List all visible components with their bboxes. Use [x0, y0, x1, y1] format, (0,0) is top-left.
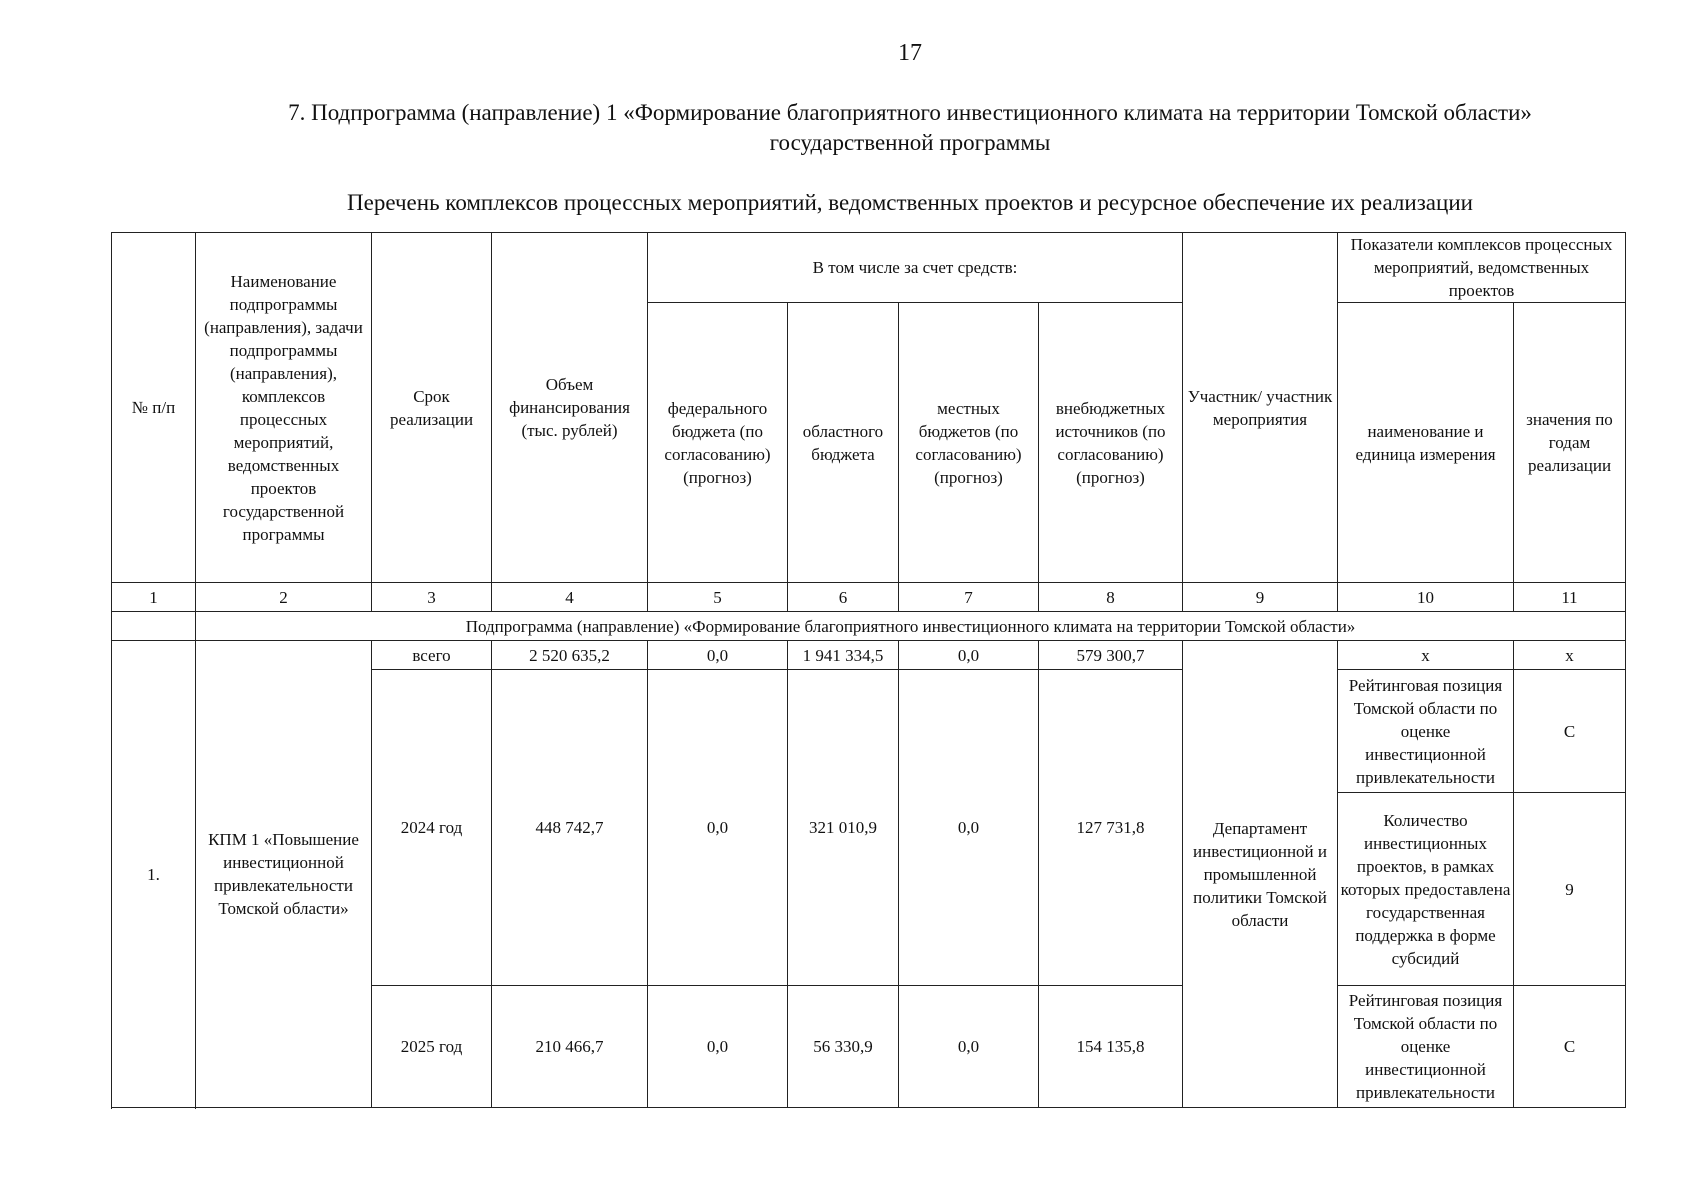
- column-number: 9: [1183, 583, 1338, 612]
- subprogram-num-empty: [112, 612, 196, 641]
- header-num: № п/п: [112, 233, 196, 583]
- header-indicator-values: значения по годам реализации: [1514, 303, 1626, 583]
- item-participant: Департамент инвестиционной и промышленной политики Томской области: [1183, 641, 1338, 1108]
- indicator-name: Рейтинговая позиция Томской области по оценке инвестиционной привлекательности: [1338, 986, 1514, 1108]
- table-row: [112, 641, 1626, 670]
- cell-volume: 210 466,7: [492, 986, 648, 1108]
- indicator-value: С: [1514, 986, 1626, 1108]
- cell-volume: 448 742,7: [492, 670, 648, 986]
- column-number: 6: [788, 583, 899, 612]
- column-number: 2: [196, 583, 372, 612]
- cell-extra: 127 731,8: [1039, 670, 1183, 986]
- table-caption: Перечень комплексов процессных мероприятий, ведомственных проектов и ресурсное обеспечение их реализации: [347, 190, 1473, 215]
- cell-term: 2024 год: [372, 670, 492, 986]
- cell-regional: 1 941 334,5: [788, 641, 899, 670]
- resource-table: [111, 232, 1626, 1108]
- column-number: 8: [1039, 583, 1183, 612]
- column-number: 3: [372, 583, 492, 612]
- page-number: 17: [898, 40, 922, 66]
- column-number: 4: [492, 583, 648, 612]
- cell-regional: 56 330,9: [788, 986, 899, 1108]
- column-number: 5: [648, 583, 788, 612]
- section-heading: [110, 98, 1698, 158]
- indicator-value: С: [1514, 670, 1626, 793]
- header-sources-group: В том числе за счет средств:: [648, 233, 1183, 303]
- cell-extra: 154 135,8: [1039, 986, 1183, 1108]
- section-heading-line-1: 7. Подпрограмма (направление) 1 «Формирование благоприятного инвестиционного климата на территории Томской области»: [288, 100, 1532, 125]
- subprogram-title: Подпрограмма (направление) «Формирование благоприятного инвестиционного климата на территории Томской области»: [196, 612, 1626, 641]
- header-regional: областного бюджета: [788, 303, 899, 583]
- cell-local: 0,0: [899, 641, 1039, 670]
- header-row: [112, 233, 1626, 303]
- header-volume: Объем финансирования (тыс. рублей): [492, 233, 648, 583]
- subprogram-row: [112, 612, 1626, 641]
- item-name: КПМ 1 «Повышение инвестиционной привлекательности Томской области»: [196, 641, 372, 1108]
- header-extra: внебюджетных источников (по согласованию) (прогноз): [1039, 303, 1183, 583]
- cell-federal: 0,0: [648, 986, 788, 1108]
- cell-extra: 579 300,7: [1039, 641, 1183, 670]
- cell-term: всего: [372, 641, 492, 670]
- cell-local: 0,0: [899, 986, 1039, 1108]
- header-name: Наименование подпрограммы (направления), задачи подпрограммы (направления), комплексов процессных мероприятий, ведомственных проектов государственной программы: [196, 233, 372, 583]
- column-number: 7: [899, 583, 1039, 612]
- cell-federal: 0,0: [648, 670, 788, 986]
- header-federal: федерального бюджета (по согласованию) (прогноз): [648, 303, 788, 583]
- cell-federal: 0,0: [648, 641, 788, 670]
- header-indicators-group: Показатели комплексов процессных мероприятий, ведомственных проектов: [1338, 233, 1626, 303]
- column-number: 10: [1338, 583, 1514, 612]
- indicator-name: Количество инвестиционных проектов, в рамках которых предоставлена государственная поддержка в форме субсидий: [1338, 793, 1514, 986]
- cell-volume: 2 520 635,2: [492, 641, 648, 670]
- column-number-row: [112, 583, 1626, 612]
- cell-term: 2025 год: [372, 986, 492, 1108]
- header-participant: Участник/ участник мероприятия: [1183, 233, 1338, 583]
- indicator-name: Рейтинговая позиция Томской области по оценке инвестиционной привлекательности: [1338, 670, 1514, 793]
- indicator-value: 9: [1514, 793, 1626, 986]
- indicator-name: х: [1338, 641, 1514, 670]
- header-term: Срок реализации: [372, 233, 492, 583]
- cell-local: 0,0: [899, 670, 1039, 986]
- column-number: 11: [1514, 583, 1626, 612]
- cell-regional: 321 010,9: [788, 670, 899, 986]
- header-indicator-name: наименование и единица измерения: [1338, 303, 1514, 583]
- item-num: 1.: [112, 641, 196, 1108]
- indicator-value: х: [1514, 641, 1626, 670]
- column-number: 1: [112, 583, 196, 612]
- section-heading-line-2: государственной программы: [769, 130, 1051, 155]
- header-local: местных бюджетов (по согласованию) (прогноз): [899, 303, 1039, 583]
